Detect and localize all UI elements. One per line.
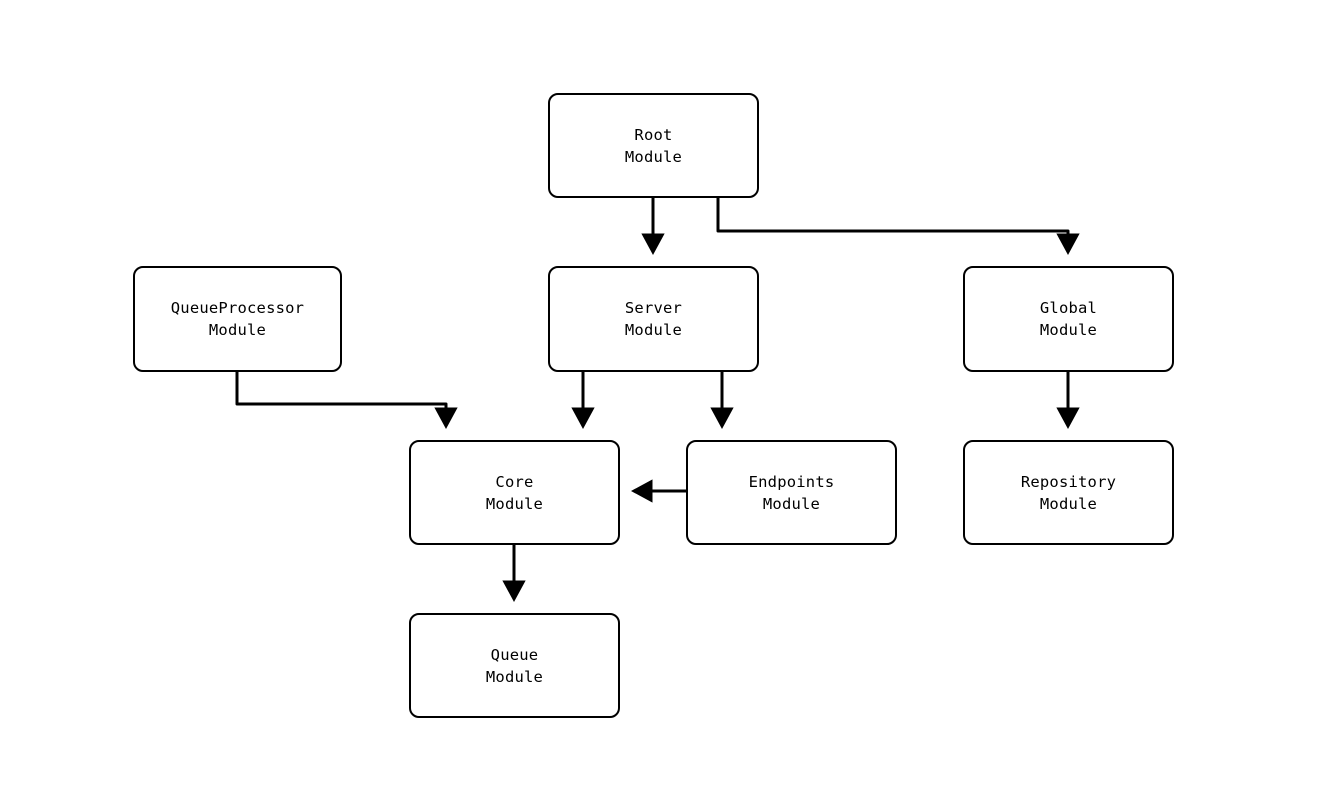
node-queue-label-secondary: Module: [485, 667, 544, 686]
node-endpoints-label-primary: Endpoints: [748, 472, 835, 491]
node-queue-label-primary: Queue: [490, 645, 539, 664]
node-server-label-secondary: Module: [624, 321, 683, 339]
node-root-label-secondary: Module: [624, 147, 683, 166]
node-global-label-primary: Global: [1039, 299, 1098, 317]
node-queueprocessor-label-primary: QueueProcessor: [170, 299, 305, 317]
edge-queueprocessor-to-core: [237, 372, 446, 426]
node-core-label-primary: Core: [495, 472, 534, 491]
node-queueprocessor[interactable]: [133, 266, 342, 372]
node-core[interactable]: [409, 440, 620, 545]
node-repository[interactable]: [963, 440, 1174, 545]
node-server-label-primary: Server: [624, 299, 683, 317]
node-repository-label-primary: Repository: [1020, 472, 1117, 491]
node-global[interactable]: [963, 266, 1174, 372]
node-queueprocessor-label-secondary: Module: [208, 321, 267, 339]
node-root[interactable]: [548, 93, 759, 198]
node-queue[interactable]: [409, 613, 620, 718]
node-endpoints-label-secondary: Module: [762, 494, 821, 513]
node-endpoints[interactable]: [686, 440, 897, 545]
node-core-label-secondary: Module: [485, 494, 544, 513]
node-root-label-primary: Root: [634, 125, 673, 144]
node-server[interactable]: [548, 266, 759, 372]
node-global-label-secondary: Module: [1039, 321, 1098, 339]
node-repository-label-secondary: Module: [1039, 494, 1098, 513]
edge-root-to-global: [718, 198, 1068, 252]
